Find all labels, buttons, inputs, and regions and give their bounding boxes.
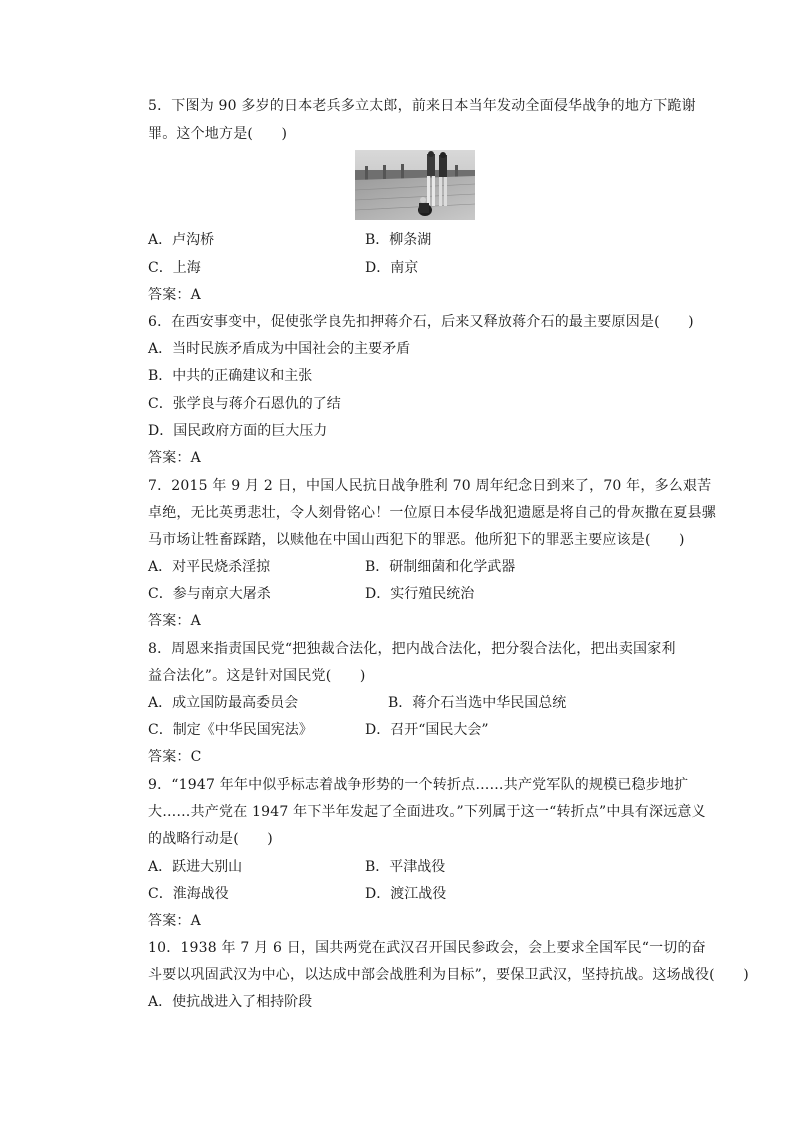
q9-option-b: B．平津战役 — [365, 859, 446, 875]
q5-option-b: B．柳条湖 — [365, 232, 432, 248]
q7-stem-line1: 7．2015 年 9 月 2 日，中国人民抗日战争胜利 70 周年纪念日到来了，70 年，多么艰苦 — [148, 478, 712, 494]
q5-stem-line2: 罪。这个地方是( ) — [148, 126, 288, 142]
q10-stem-line1: 10．1938 年 7 月 6 日，国共两党在武汉召开国民参政会，会上要求全国军民“一切的奋 — [148, 940, 706, 956]
q9-answer: 答案：A — [148, 913, 201, 929]
q7-option-a: A．对平民烧杀淫掠 — [148, 559, 271, 575]
q9-option-c: C．淮海战役 — [148, 886, 229, 902]
q5-option-d: D．南京 — [365, 260, 419, 276]
q7-stem-line3: 马市场让牲畜踩踏，以赎他在中国山西犯下的罪恶。他所犯下的罪恶主要应该是( ) — [148, 532, 685, 548]
q8-answer: 答案：C — [148, 749, 202, 765]
q9-option-a: A．跃进大别山 — [148, 859, 243, 875]
q6-stem-line1: 6．在西安事变中，促使张学良先扣押蒋介石，后来又释放蒋介石的最主要原因是( ) — [148, 314, 694, 330]
q5-option-a: A．卢沟桥 — [148, 232, 215, 248]
q6-option-d: D．国民政府方面的巨大压力 — [148, 423, 328, 439]
q6-option-a: A．当时民族矛盾成为中国社会的主要矛盾 — [148, 341, 411, 357]
q8-option-b: B．蒋介石当选中华民国总统 — [388, 695, 567, 711]
q6-answer: 答案：A — [148, 450, 201, 466]
q8-option-d: D．召开“国民大会” — [365, 722, 489, 738]
q9-option-d: D．渡江战役 — [365, 886, 447, 902]
q7-option-c: C．参与南京大屠杀 — [148, 586, 271, 602]
q7-stem-line2: 卓绝，无比英勇悲壮，令人刻骨铭心！一位原日本侵华战犯遗愿是将自己的骨灰撒在夏县骡 — [148, 505, 716, 521]
q8-option-a: A．成立国防最高委员会 — [148, 695, 299, 711]
q6-option-c: C．张学良与蒋介石恩仇的了结 — [148, 396, 341, 412]
q5-stem-line1: 5．下图为 90 多岁的日本老兵多立太郎，前来日本当年发动全面侵华战争的地方下跪谢 — [148, 98, 696, 114]
photo-man-kneeling-icon — [355, 150, 475, 220]
q8-option-c: C．制定《中华民国宪法》 — [148, 722, 313, 738]
q8-stem-line1: 8．周恩来指责国民党“把独裁合法化，把内战合法化，把分裂合法化，把出卖国家利 — [148, 641, 676, 657]
q7-answer: 答案：A — [148, 613, 201, 629]
q5-option-c: C．上海 — [148, 260, 201, 276]
q8-stem-line2: 益合法化”。这是针对国民党( ) — [148, 668, 366, 684]
q5-answer: 答案：A — [148, 287, 201, 303]
q9-stem-line3: 的战略行动是( ) — [148, 831, 273, 847]
q7-option-d: D．实行殖民统治 — [365, 586, 475, 602]
q7-option-b: B．研制细菌和化学武器 — [365, 559, 516, 575]
q9-stem-line1: 9．“1947 年年中似乎标志着战争形势的一个转折点……共产党军队的规模已稳步地扩 — [148, 777, 689, 793]
q9-stem-line2: 大……共产党在 1947 年下半年发起了全面进攻。”下列属于这一“转折点”中具有深远意义 — [148, 804, 706, 820]
q5-photo — [355, 150, 475, 220]
q10-stem-line2: 斗要以巩固武汉为中心，以达成中部会战胜利为目标”，要保卫武汉，坚持抗战。这场战役( ) — [148, 967, 749, 983]
q6-option-b: B．中共的正确建议和主张 — [148, 368, 313, 384]
q10-option-a: A．使抗战进入了相持阶段 — [148, 994, 313, 1010]
